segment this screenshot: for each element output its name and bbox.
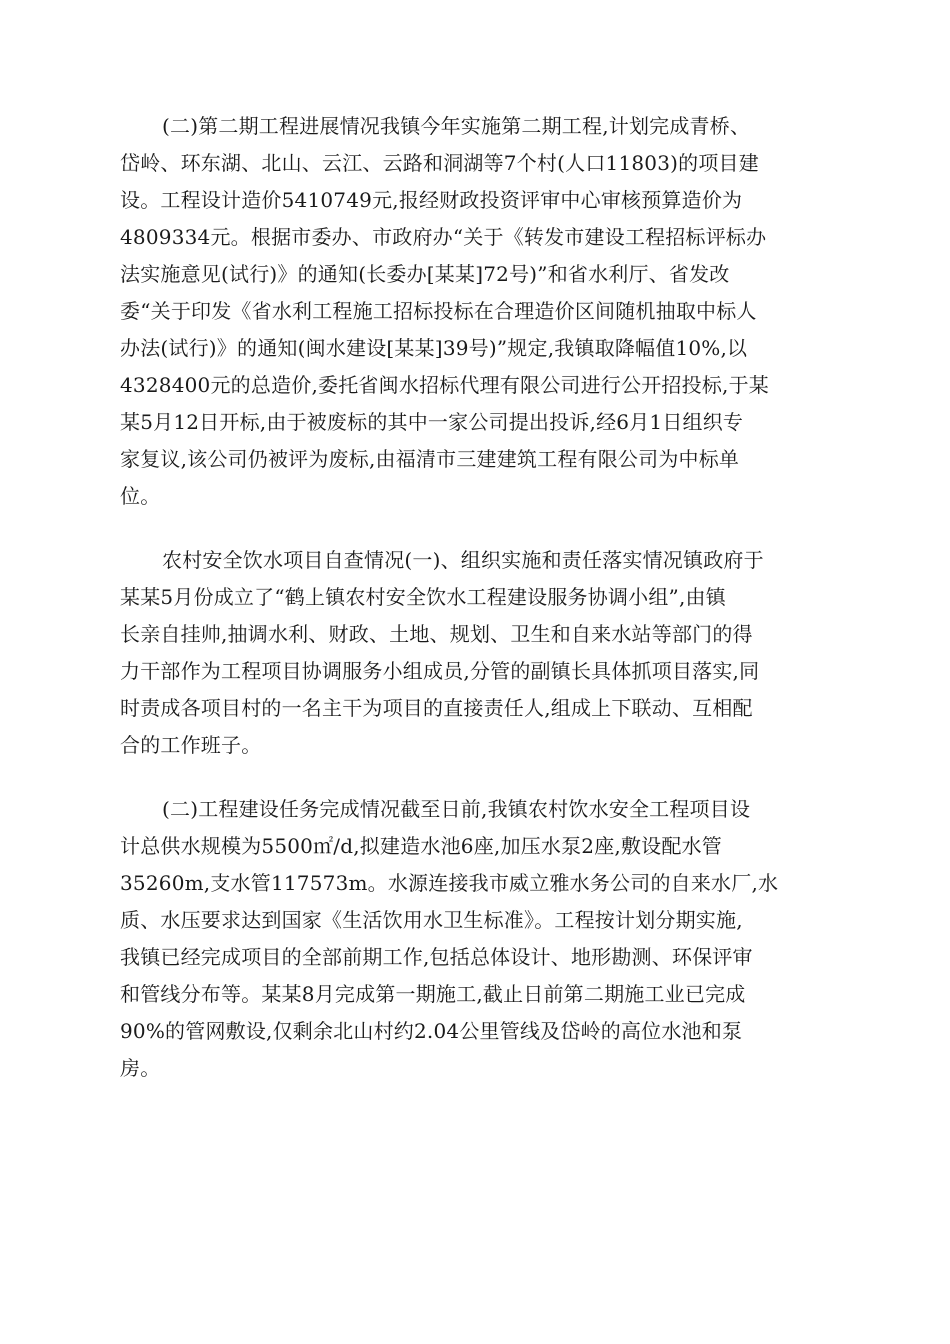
text-line: 我镇已经完成项目的全部前期工作,包括总体设计、地形勘测、环保评审 — [120, 945, 753, 969]
text-line: 委“关于印发《省水利工程施工招标投标在合理造价区间随机抽取中标人 — [120, 299, 757, 323]
text-line: 4809334元。根据市委办、市政府办“关于《转发市建设工程招标评标办 — [120, 225, 767, 249]
text-line: 90%的管网敷设,仅剩余北山村约2.04公里管线及岱岭的高位水池和泵 — [120, 1019, 743, 1043]
text-line: 某5月12日开标,由于被废标的其中一家公司提出投诉,经6月1日组织专 — [120, 410, 744, 434]
paragraph-phase-two-progress — [120, 108, 840, 515]
text-line: 家复议,该公司仍被评为废标,由福清市三建建筑工程有限公司为中标单 — [120, 447, 740, 471]
text-line: 房。 — [120, 1056, 161, 1080]
text-line: 农村安全饮水项目自查情况(一)、组织实施和责任落实情况镇政府于 — [162, 548, 764, 572]
text-line: 时责成各项目村的一名主干为项目的直接责任人,组成上下联动、互相配 — [120, 696, 753, 720]
document-page — [120, 108, 840, 1114]
text-line: 设。工程设计造价5410749元,报经财政投资评审中心审核预算造价为 — [120, 188, 743, 212]
text-line: 岱岭、环东湖、北山、云江、云路和洞湖等7个村(人口11803)的项目建 — [120, 151, 759, 175]
text-line: 和管线分布等。某某8月完成第一期施工,截止日前第二期施工业已完成 — [120, 982, 746, 1006]
text-line: 办法(试行)》的通知(闽水建设[某某]39号)”规定,我镇取降幅值10%,以 — [120, 336, 748, 360]
paragraph-self-inspection — [120, 542, 840, 764]
text-line: 合的工作班子。 — [120, 733, 262, 757]
paragraph-construction-tasks — [120, 791, 840, 1087]
text-line: 某某5月份成立了“鹤上镇农村安全饮水工程建设服务协调小组”,由镇 — [120, 585, 726, 609]
text-line: 4328400元的总造价,委托省闽水招标代理有限公司进行公开招投标,于某 — [120, 373, 769, 397]
text-line: (二)第二期工程进展情况我镇今年实施第二期工程,计划完成青桥、 — [162, 114, 751, 138]
text-line: 质、水压要求达到国家《生活饮用水卫生标准》。工程按计划分期实施, — [120, 908, 743, 932]
text-line: 长亲自挂帅,抽调水利、财政、土地、规划、卫生和自来水站等部门的得 — [120, 622, 753, 646]
text-line: 计总供水规模为5500㎡/d,拟建造水池6座,加压水泵2座,敷设配水管 — [120, 834, 722, 858]
text-line: 法实施意见(试行)》的通知(长委办[某某]72号)”和省水利厅、省发改 — [120, 262, 730, 286]
text-line: 35260m,支水管117573m。水源连接我市威立雅水务公司的自来水厂,水 — [120, 871, 779, 895]
text-line: (二)工程建设任务完成情况截至日前,我镇农村饮水安全工程项目设 — [162, 797, 751, 821]
text-line: 位。 — [120, 484, 161, 508]
text-line: 力干部作为工程项目协调服务小组成员,分管的副镇长具体抓项目落实,同 — [120, 659, 760, 683]
